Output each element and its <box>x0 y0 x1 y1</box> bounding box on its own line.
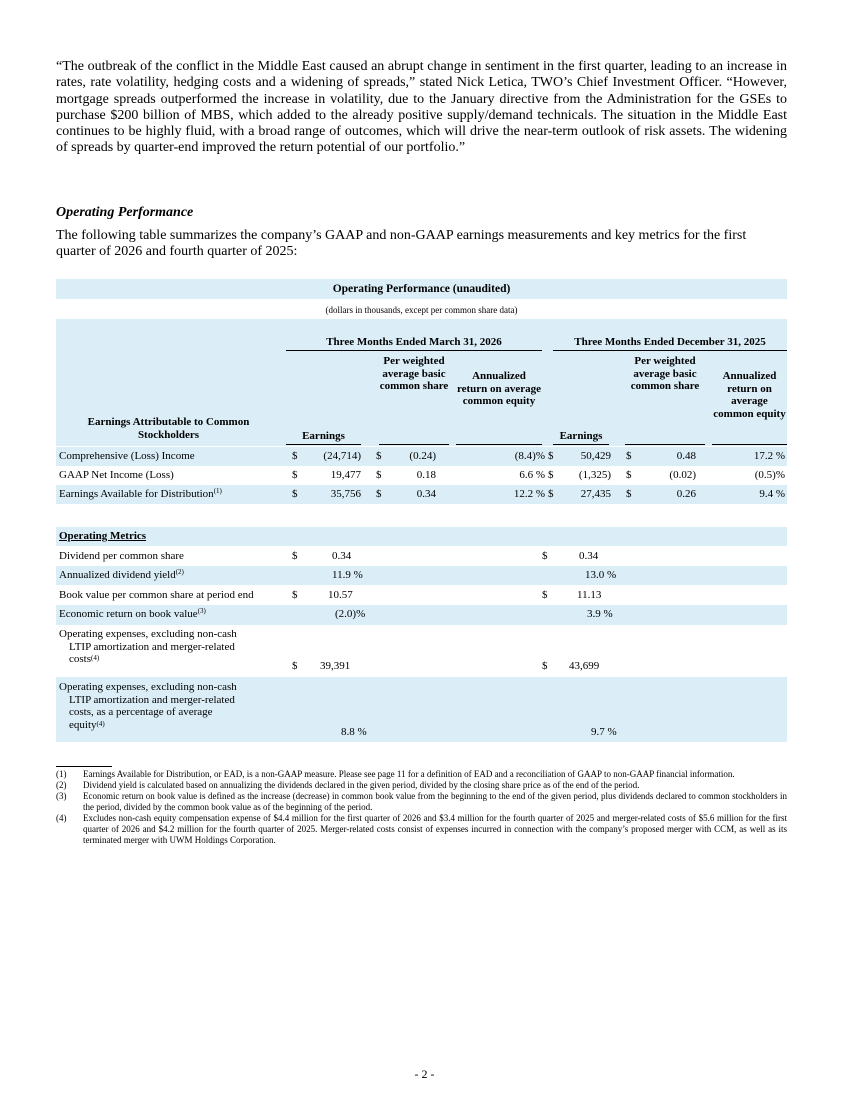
metric-value-q1: 11.9 % <box>332 569 363 581</box>
dollar-sign: $ <box>548 469 554 481</box>
return-q1: 6.6 % <box>519 469 545 481</box>
table-row <box>56 466 787 485</box>
metric-value-q4: 3.9 % <box>587 608 613 620</box>
return-q1: (8.4)% <box>514 450 545 462</box>
dollar-sign: $ <box>376 488 382 500</box>
earnings-q4: 50,429 <box>580 450 611 462</box>
col-per-share-2: Per weighted average basic common share <box>630 355 700 392</box>
row-label <box>59 488 222 500</box>
metric-value-q1: (2.0)% <box>335 608 366 620</box>
dollar-sign: $ <box>548 488 554 500</box>
col-return-2-underline <box>712 444 787 445</box>
footnote-ref: (2) <box>175 568 184 576</box>
page-number: - 2 - <box>414 1067 435 1081</box>
section-title: Operating Performance <box>56 205 194 220</box>
return-q1: 12.2 % <box>513 488 545 500</box>
footnote-ref: (4) <box>91 654 100 662</box>
dollar-sign: $ <box>626 450 632 462</box>
col-per-share-1: Per weighted average basic common share <box>379 355 449 392</box>
metric-label-line <box>59 719 237 732</box>
metrics-header: Operating Metrics <box>59 530 147 542</box>
dollar-sign: $ <box>542 660 548 672</box>
row-label <box>59 469 174 481</box>
metric-value-q1: 0.34 <box>332 550 352 562</box>
col-earnings-1: Earnings <box>302 430 345 442</box>
metric-label-line: LTIP amortization and merger-related <box>69 693 235 706</box>
earnings-q1: 19,477 <box>330 469 361 481</box>
row-label-text: GAAP Net Income (Loss) <box>59 469 174 481</box>
footnotes <box>56 769 787 846</box>
earnings-q1: (24,714) <box>323 450 361 462</box>
metric-value-q4: 43,699 <box>569 660 600 672</box>
table-subtitle-row <box>56 299 787 319</box>
dollar-sign: $ <box>292 450 298 462</box>
metric-value-q1: 8.8 % <box>341 726 367 738</box>
period1-header: Three Months Ended March 31, 2026 <box>326 336 502 348</box>
col-return-2: Annualized return on average common equity <box>713 370 786 420</box>
metric-label-text: Annualized dividend yield <box>59 569 176 581</box>
per-share-q1: (0.24) <box>409 450 436 462</box>
return-q4: 17.2 % <box>753 450 785 462</box>
row-label <box>59 450 195 462</box>
footnote-text: Excludes non-cash equity compensation expense of $4.4 million for the first quarter of 2026 and $3.4 million for the fourth quarter of 2025 and merger-related costs of $5.6 million for the first quarter of 2026 and $4.2 million for the fourth quarter of 2025. Merger-related costs consist of expenses incurred in connection with the company’s proposed merger with CCM, as well as its terminated merger with UWM Holdings Corporation. <box>83 813 787 845</box>
metric-label-text: Economic return on book value <box>59 608 198 620</box>
metric-label-line: Operating expenses, excluding non-cash <box>59 628 237 640</box>
col-earnings-2-underline <box>553 444 609 445</box>
footnote-number: (3) <box>56 791 67 801</box>
period1-underline <box>286 350 542 351</box>
dollar-sign: $ <box>376 450 382 462</box>
per-share-q4: 0.26 <box>676 488 696 500</box>
metric-value-q4: 11.13 <box>577 589 602 601</box>
table-row <box>56 447 787 466</box>
dollar-sign: $ <box>542 550 548 562</box>
footnote-text: Earnings Available for Distribution, or EAD, is a non-GAAP measure. Please see page 11 for a definition of EAD and a reconciliation of GAAP to non-GAAP financial information. <box>83 769 735 779</box>
footnote <box>56 813 787 846</box>
metric-label <box>59 681 237 731</box>
col-per-share-2-underline <box>625 444 705 445</box>
table-row <box>56 485 787 504</box>
col-return-1-underline <box>456 444 542 445</box>
metric-row <box>56 585 787 605</box>
row-label-text: Comprehensive (Loss) Income <box>59 450 195 462</box>
metric-label-line <box>59 653 237 666</box>
metric-value-q4: 9.7 % <box>591 726 617 738</box>
quote-paragraph: “The outbreak of the conflict in the Middle East caused an abrupt change in sentiment in the first quarter, leading to an increase in rates, rate volatility, hedging costs and a widening of spreads,” stated Nick Letica, TWO’s Chief Investment Officer. “However, mortgage spreads outperformed the increase in volatility, due to the January directive from the Administration for the GSEs to purchase $200 billion of MBS, which added to the already positive supply/demand technicals. The situation in the Middle East continues to be highly fluid, with a broad range of outcomes, which will drive the near-term outlook of risk assets. The widening of spreads by quarter-end improved the return potential of our portfolio.” <box>56 59 787 156</box>
dollar-sign: $ <box>292 488 298 500</box>
metric-row <box>56 677 787 742</box>
per-share-q4: (0.02) <box>669 469 696 481</box>
row-label-text: Earnings Available for Distribution <box>59 488 214 500</box>
metric-label <box>59 628 237 666</box>
footnote-text: Economic return on book value is defined as the increase (decrease) in common book value from the beginning to the end of the given period, plus dividends declared to common stockholders in the period, divided by the common book value as of the beginning of the period. <box>83 791 787 812</box>
dollar-sign: $ <box>548 450 554 462</box>
metric-label <box>59 569 184 581</box>
metric-value-q4: 13.0 % <box>585 569 617 581</box>
metrics-header-row <box>56 527 787 546</box>
footnote-number: (1) <box>56 769 67 779</box>
metric-label-line: LTIP amortization and merger-related <box>69 640 235 653</box>
col-per-share-1-underline <box>379 444 449 445</box>
earnings-q4: 27,435 <box>580 488 611 500</box>
footnote-divider <box>56 766 112 767</box>
earnings-q4: (1,325) <box>578 469 611 481</box>
metric-label-text: costs <box>69 653 91 665</box>
metric-value-q1: 39,391 <box>320 660 351 672</box>
metric-label-text: equity <box>69 718 97 731</box>
table-title: Operating Performance (unaudited) <box>332 283 511 295</box>
dollar-sign: $ <box>292 550 298 562</box>
return-q4: (0.5)% <box>754 469 785 481</box>
table-title-row <box>56 279 787 299</box>
footnote-number: (4) <box>56 813 67 823</box>
earnings-q1: 35,756 <box>330 488 361 500</box>
label-column-header: Earnings Attributable to Common Stockholders <box>87 416 250 441</box>
dollar-sign: $ <box>626 488 632 500</box>
metric-label: Book value per common share at period end <box>59 589 254 601</box>
per-share-q4: 0.48 <box>676 450 696 462</box>
metric-label-line: Operating expenses, excluding non-cash <box>59 681 237 693</box>
metric-row <box>56 546 787 566</box>
dollar-sign: $ <box>292 589 298 601</box>
footnote <box>56 769 787 780</box>
metric-row <box>56 626 787 677</box>
dollar-sign: $ <box>626 469 632 481</box>
metric-value-q4: 0.34 <box>579 550 599 562</box>
metric-row <box>56 566 787 585</box>
metric-row <box>56 605 787 625</box>
footnote-text: Dividend yield is calculated based on annualizing the dividends declared in the given period, divided by the closing share price as of the end of the period. <box>83 780 640 790</box>
metric-label: Dividend per common share <box>59 550 184 562</box>
footnote-ref: (3) <box>197 607 206 615</box>
col-earnings-2: Earnings <box>559 430 603 442</box>
per-share-q1: 0.18 <box>416 469 436 481</box>
footnote <box>56 780 787 791</box>
period2-underline <box>553 350 787 351</box>
metric-value-q1: 10.57 <box>328 589 353 601</box>
per-share-q1: 0.34 <box>416 488 436 500</box>
footnote-number: (2) <box>56 780 67 790</box>
metric-label <box>59 608 206 620</box>
dollar-sign: $ <box>376 469 382 481</box>
dollar-sign: $ <box>292 469 298 481</box>
period2-header: Three Months Ended December 31, 2025 <box>574 336 766 348</box>
table-header <box>56 319 787 446</box>
dollar-sign: $ <box>542 589 548 601</box>
col-earnings-1-underline <box>286 444 361 445</box>
footnote-ref: (4) <box>96 719 105 728</box>
intro-paragraph: The following table summarizes the company’s GAAP and non-GAAP earnings measurements and key metrics for the first quarter of 2026 and fourth quarter of 2025: <box>56 228 747 260</box>
col-return-1: Annualized return on average common equity <box>456 370 542 407</box>
return-q4: 9.4 % <box>759 488 785 500</box>
table-subtitle: (dollars in thousands, except per common share data) <box>325 305 518 315</box>
footnote-ref: (1) <box>213 487 222 495</box>
footnote <box>56 791 787 813</box>
metric-label-line: costs, as a percentage of average <box>69 706 213 718</box>
dollar-sign: $ <box>292 660 298 672</box>
